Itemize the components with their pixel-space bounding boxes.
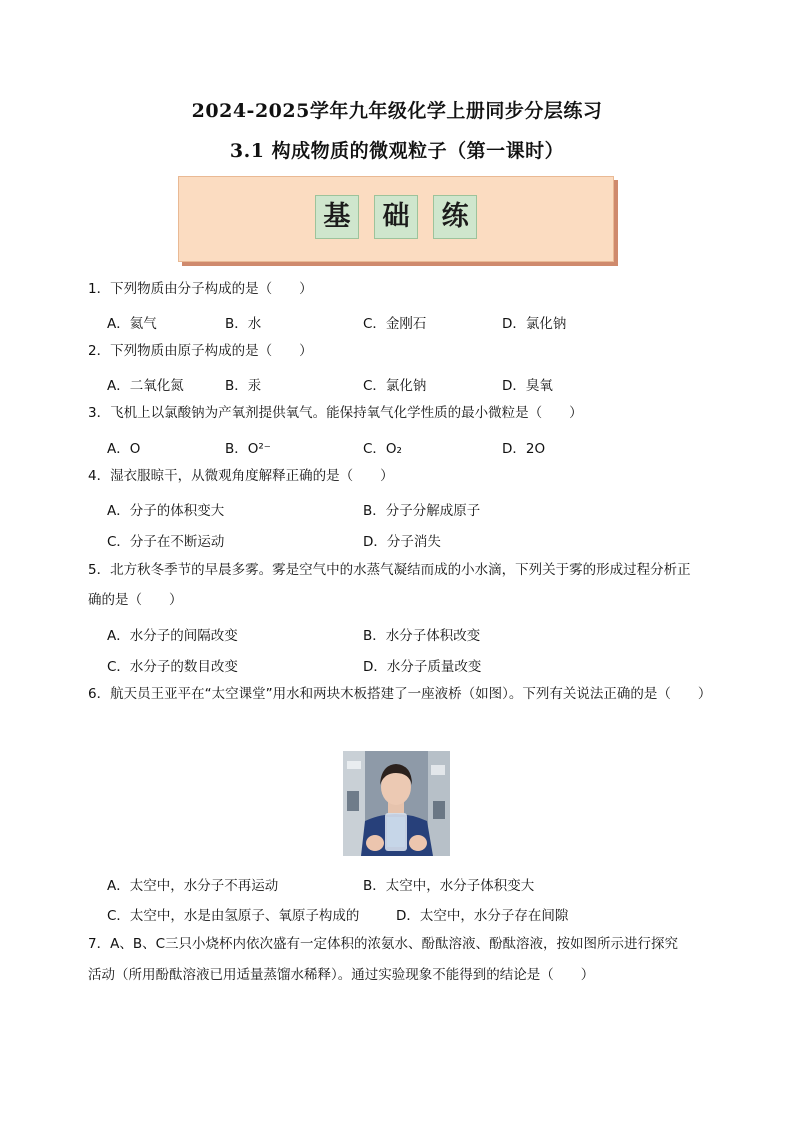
question-6-option-b: B．太空中，水分子体积变大: [363, 878, 535, 894]
question-4-option-a: A．分子的体积变大: [107, 503, 225, 519]
question-1-option-b: B．水: [225, 316, 262, 332]
banner-char: 练: [433, 195, 477, 239]
question-5-option-b: B．水分子体积改变: [363, 628, 481, 644]
question-2-stem: 2．下列物质由原子构成的是（ ）: [88, 343, 313, 359]
question-2-option-b: B．汞: [225, 378, 262, 394]
question-6-option-a: A．太空中，水分子不再运动: [107, 878, 279, 894]
question-6-option-c: C．太空中，水是由氢原子、氧原子构成的: [107, 908, 360, 924]
question-4-option-c: C．分子在不断运动: [107, 534, 225, 550]
question-7-stem-line2: 活动（所用酚酞溶液已用适量蒸馏水稀释）。通过实验现象不能得到的结论是（ ）: [88, 967, 595, 983]
question-5-option-a: A．水分子的间隔改变: [107, 628, 238, 644]
question-5-option-d: D．水分子质量改变: [363, 659, 482, 675]
question-4-stem: 4．湿衣服晾干，从微观角度解释正确的是（ ）: [88, 468, 394, 484]
question-2-option-d: D．臭氧: [502, 378, 553, 394]
document-title: 2024-2025学年九年级化学上册同步分层练习: [191, 100, 603, 122]
question-7-stem-line1: 7．A、B、C三只小烧杯内依次盛有一定体积的浓氨水、酚酞溶液、酚酞溶液，按如图所示进行探究: [88, 936, 679, 952]
question-1-option-c: C．金刚石: [363, 316, 427, 332]
banner-char: 基: [315, 195, 359, 239]
astronaut-liquid-bridge-photo: [343, 751, 450, 856]
question-3-option-c: C．O₂: [363, 441, 402, 457]
question-5-stem-line2: 确的是（ ）: [88, 592, 183, 608]
question-3-option-b: B．O²⁻: [225, 441, 271, 457]
question-2-option-a: A．二氧化氮: [107, 378, 184, 394]
question-6-stem: 6．航天员王亚平在“太空课堂”用水和两块木板搭建了一座液桥（如图）。下列有关说法正确的是（ ）: [88, 686, 712, 702]
question-1-option-a: A．氦气: [107, 316, 157, 332]
question-1-option-d: D．氯化钠: [502, 316, 567, 332]
question-3-option-d: D．2O: [502, 441, 546, 457]
question-3-option-a: A．O: [107, 441, 141, 457]
banner-char: 础: [374, 195, 418, 239]
question-4-option-b: B．分子分解成原子: [363, 503, 481, 519]
question-3-stem: 3．飞机上以氯酸钠为产氧剂提供氧气。能保持氧气化学性质的最小微粒是（ ）: [88, 405, 583, 421]
question-6-option-d: D．太空中，水分子存在间隙: [396, 908, 569, 924]
document-subtitle: 3.1 构成物质的微观粒子（第一课时）: [229, 140, 565, 162]
question-2-option-c: C．氯化钠: [363, 378, 427, 394]
section-banner: [178, 176, 614, 262]
question-4-option-d: D．分子消失: [363, 534, 441, 550]
question-1-stem: 1．下列物质由分子构成的是（ ）: [88, 281, 313, 297]
question-5-option-c: C．水分子的数目改变: [107, 659, 238, 675]
question-5-stem-line1: 5．北方秋冬季节的早晨多雾。雾是空气中的水蒸气凝结而成的小水滴，下列关于雾的形成过程分析正: [88, 562, 691, 578]
